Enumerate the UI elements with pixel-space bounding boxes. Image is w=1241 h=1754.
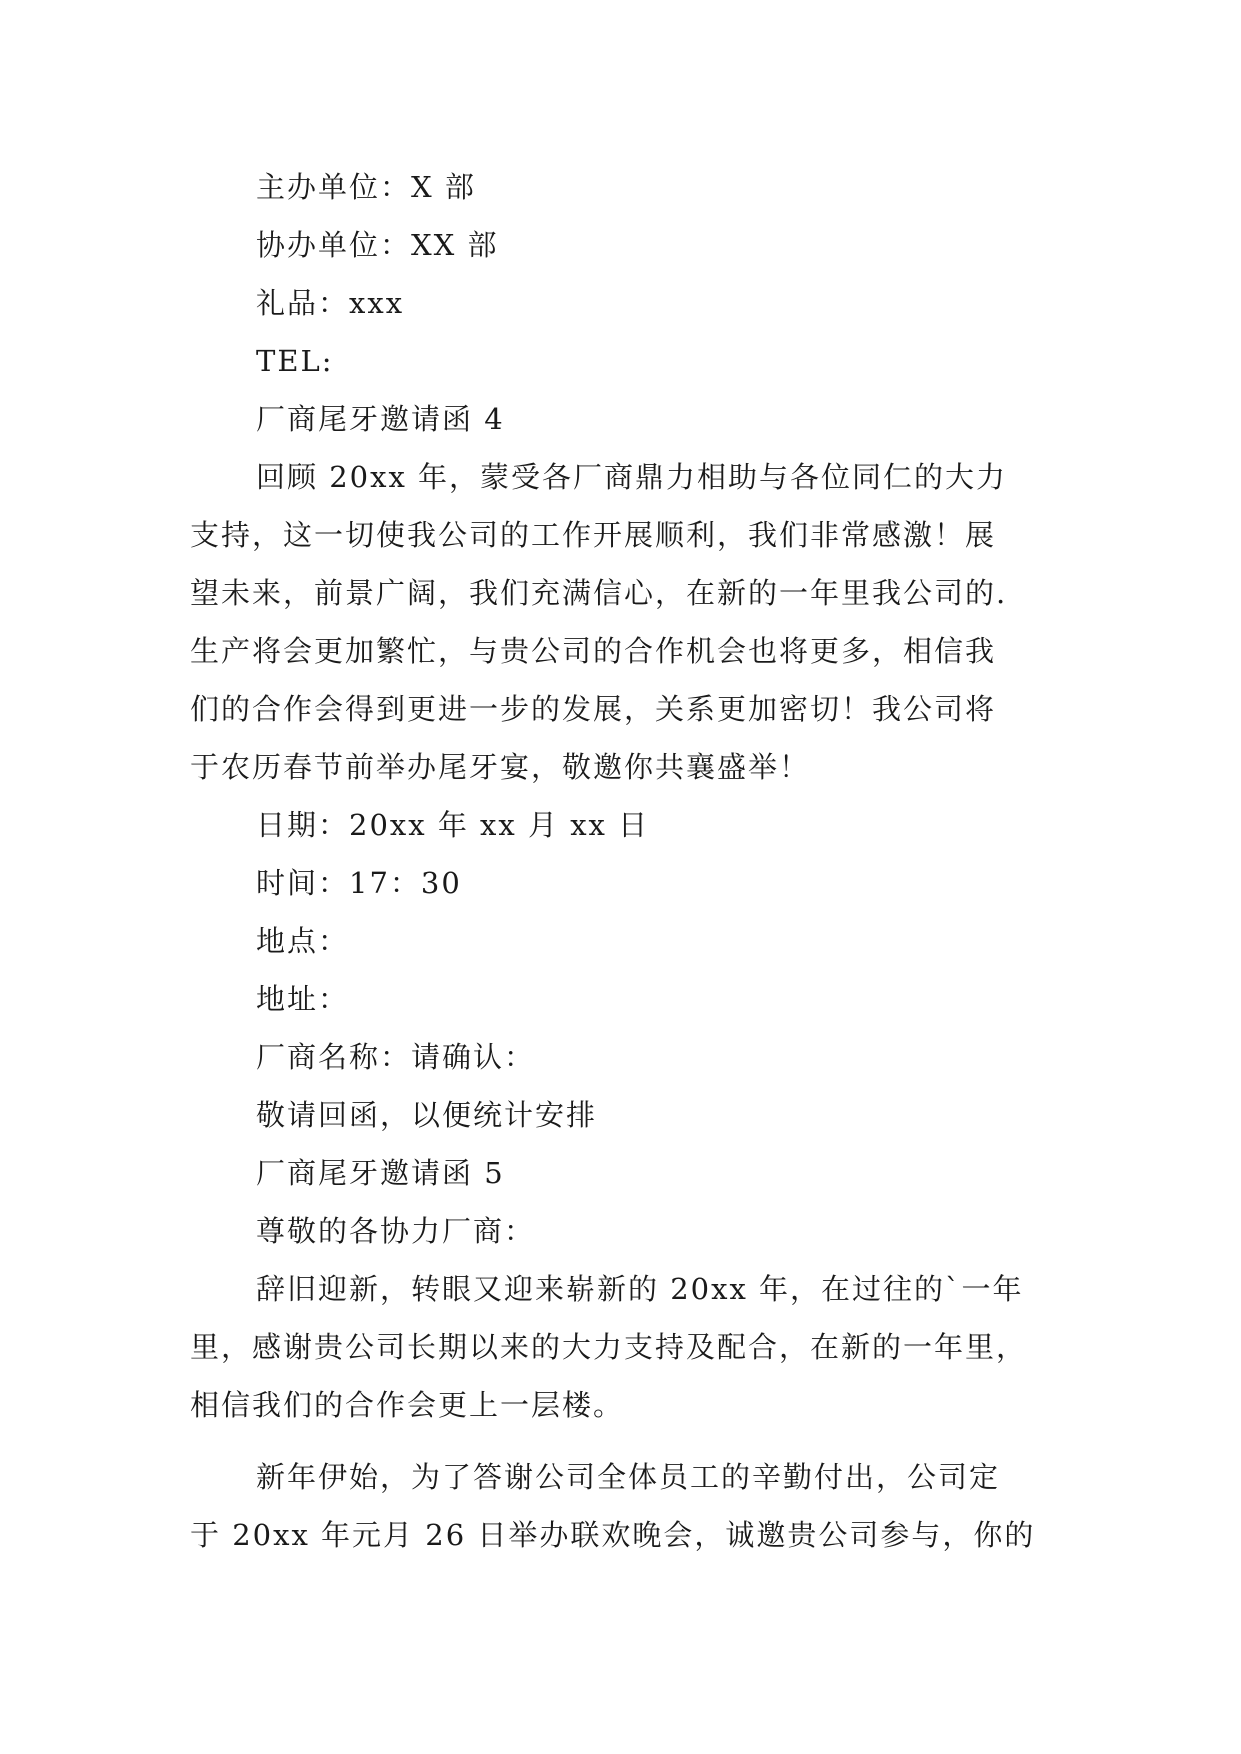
co-organizer-line: 协办单位：XX 部 <box>256 228 499 262</box>
section5-salutation: 尊敬的各协力厂商： <box>256 1214 536 1248</box>
paragraph-line: 望未来，前景广阔，我们充满信心，在新的一年里我公司的. <box>190 576 1008 610</box>
organizer-line: 主办单位：X 部 <box>256 170 476 204</box>
paragraph-line: 里，感谢贵公司长期以来的大力支持及配合，在新的一年里， <box>190 1330 1028 1364</box>
paragraph-line: 于农历春节前举办尾牙宴，敬邀你共襄盛举！ <box>190 750 811 784</box>
gift-line: 礼品：xxx <box>256 286 405 320</box>
section5-paragraph-1 <box>190 1260 1052 1434</box>
address-line: 地址： <box>256 982 350 1016</box>
paragraph-line: 生产将会更加繁忙，与贵公司的合作机会也将更多，相信我 <box>190 634 997 668</box>
vendor-confirm-line: 厂商名称：请确认： <box>256 1040 536 1074</box>
section4-title: 厂商尾牙邀请函 4 <box>256 402 505 436</box>
paragraph-line: 辞旧迎新，转眼又迎来崭新的 20xx 年，在过往的`一年 <box>256 1272 1024 1306</box>
reply-note-line: 敬请回函，以便统计安排 <box>256 1098 598 1132</box>
paragraph-line: 支持，这一切使我公司的工作开展顺利，我们非常感激！展 <box>190 518 997 552</box>
section4-body-paragraph <box>190 448 1052 796</box>
paragraph-line: 新年伊始，为了答谢公司全体员工的辛勤付出，公司定 <box>256 1460 1001 1494</box>
time-line: 时间：17：30 <box>256 866 462 900</box>
paragraph-line: 回顾 20xx 年，蒙受各厂商鼎力相助与各位同仁的大力 <box>256 460 1008 494</box>
place-line: 地点： <box>256 924 350 958</box>
document-body <box>190 158 1052 1564</box>
section5-title: 厂商尾牙邀请函 5 <box>256 1156 505 1190</box>
tel-line: TEL: <box>256 344 334 378</box>
date-line: 日期：20xx 年 xx 月 xx 日 <box>256 808 650 842</box>
paragraph-line: 相信我们的合作会更上一层楼。 <box>190 1388 625 1422</box>
paragraph-spacer <box>190 1434 1052 1448</box>
paragraph-line: 于 20xx 年元月 26 日举办联欢晚会，诚邀贵公司参与，你的 <box>190 1518 1036 1552</box>
section5-paragraph-2 <box>190 1448 1052 1564</box>
paragraph-line: 们的合作会得到更进一步的发展，关系更加密切！我公司将 <box>190 692 997 726</box>
